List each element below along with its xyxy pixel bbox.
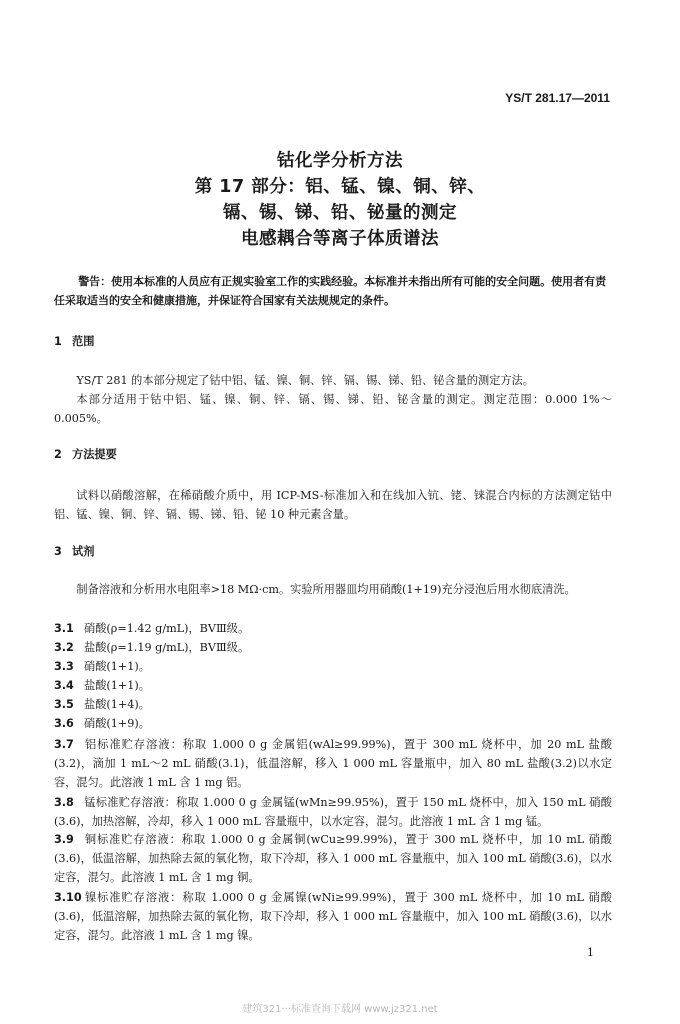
method-paragraph: 试料以硝酸溶解，在稀硝酸介质中，用 ICP-MS-标准加入和在线加入钪、铑、铼混合内标的方法测定钴中铝、锰、镍、铜、锌、镉、锡、锑、铅、铋 10 种元素含量。 [54, 489, 612, 521]
page-number: 1 [587, 946, 594, 959]
item-number: 3.1 [54, 622, 74, 635]
item-text: 硝酸(1+9)。 [84, 717, 150, 730]
title-line-1: 钴化学分析方法 [277, 151, 403, 171]
item-number: 3.10 [54, 891, 82, 904]
reagent-item [54, 830, 612, 887]
item-text: 盐酸(ρ=1.19 g/mL)，BVⅢ级。 [84, 641, 250, 654]
reagent-item [54, 793, 612, 831]
scope-paragraph-2: 本部分适用于钴中铝、锰、镍、铜、锌、镉、锡、锑、铅、铋含量的测定。测定范围：0.000 1%～0.005%。 [54, 393, 612, 425]
item-number: 3.2 [54, 641, 74, 654]
footer-watermark: 建筑321···标准查询下载网 www.jz321.net [242, 1004, 438, 1015]
reagents-paragraph: 制备溶液和分析用水电阻率>18 MΩ·cm。实验所用器皿均用硝酸(1+19)充分浸泡后用水彻底清洗。 [76, 583, 576, 596]
title-line-2: 第 17 部分：铝、锰、镍、铜、锌、 [194, 177, 486, 197]
section-scope-heading [54, 333, 612, 349]
document-title [0, 148, 680, 252]
item-text: 盐酸(1+4)。 [84, 698, 150, 711]
title-line-3: 镉、锡、锑、铅、铋量的测定 [223, 203, 457, 223]
reagent-item [54, 638, 612, 657]
section-number: 1 [54, 335, 62, 348]
reagent-item [54, 714, 612, 733]
section-method-heading [54, 446, 612, 462]
reagent-item [54, 676, 612, 695]
section-title: 试剂 [72, 545, 95, 558]
item-number: 3.7 [54, 738, 74, 751]
title-line-4: 电感耦合等离子体质谱法 [241, 229, 439, 249]
item-number: 3.5 [54, 698, 74, 711]
item-text: 镍标准贮存溶液：称取 1.000 0 g 金属镍(wNi≥99.99%)，置于 300 mL 烧杯中，加 10 mL 硝酸(3.6)，低温溶解，加热除去氮的氧化物，取下冷却，移入 1 000 mL 容量瓶中，加入 100 mL 硝酸(3.6)，以水定容，混匀。此溶液 1 mL 含 1 mg 镍。 [54, 891, 612, 942]
item-number: 3.9 [54, 833, 74, 846]
section-number: 2 [54, 448, 62, 461]
item-number: 3.3 [54, 660, 74, 673]
item-text: 盐酸(1+1)。 [84, 679, 150, 692]
section-number: 3 [54, 545, 62, 558]
section-title: 方法提要 [72, 448, 117, 461]
item-text: 铜标准贮存溶液：称取 1.000 0 g 金属铜(wCu≥99.99%)，置于 300 mL 烧杯中，加 10 mL 硝酸(3.6)，低温溶解，加热除去氮的氧化物，取下冷却，移入 1 000 mL 容量瓶中，加入 100 mL 硝酸(3.6)，以水定容，混匀。此溶液 1 mL 含 1 mg 铜。 [54, 833, 612, 884]
item-number: 3.8 [54, 796, 74, 809]
reagent-item [54, 657, 612, 676]
item-text: 铝标准贮存溶液：称取 1.000 0 g 金属铝(wAl≥99.99%)，置于 300 mL 烧杯中，加 20 mL 盐酸(3.2)，滴加 1 mL～2 mL 硝酸(3.1)，低温溶解，移入 1 000 mL 容量瓶中，加入 80 mL 盐酸(3.2)以水定容，混匀。此溶液 1 mL 含 1 mg 铝。 [54, 738, 612, 789]
item-text: 硝酸(1+1)。 [84, 660, 150, 673]
item-text: 锰标准贮存溶液：称取 1.000 0 g 金属锰(wMn≥99.95%)，置于 150 mL 烧杯中，加入 150 mL 硝酸(3.6)，加热溶解，冷却，移入 1 000 mL 容量瓶中，以水定容，混匀。此溶液 1 mL 含 1 mg 锰。 [54, 796, 612, 828]
item-text: 硝酸(ρ=1.42 g/mL)，BVⅢ级。 [84, 622, 250, 635]
standard-code: YS/T 281.17—2011 [505, 91, 610, 105]
scope-paragraph-1: YS/T 281 的本部分规定了钴中铝、锰、镍、铜、锌、镉、锡、锑、铅、铋含量的测定方法。 [76, 374, 534, 387]
reagent-item [54, 888, 612, 945]
reagent-item [54, 695, 612, 714]
reagent-item [54, 619, 612, 638]
item-number: 3.6 [54, 717, 74, 730]
section-reagents-heading [54, 543, 612, 559]
section-title: 范围 [72, 335, 95, 348]
item-number: 3.4 [54, 679, 74, 692]
warning-paragraph: 警告：使用本标准的人员应有正规实验室工作的实践经验。本标准并未指出所有可能的安全问题。使用者有责任采取适当的安全和健康措施，并保证符合国家有关法规规定的条件。 [54, 275, 607, 307]
reagent-item [54, 735, 612, 792]
